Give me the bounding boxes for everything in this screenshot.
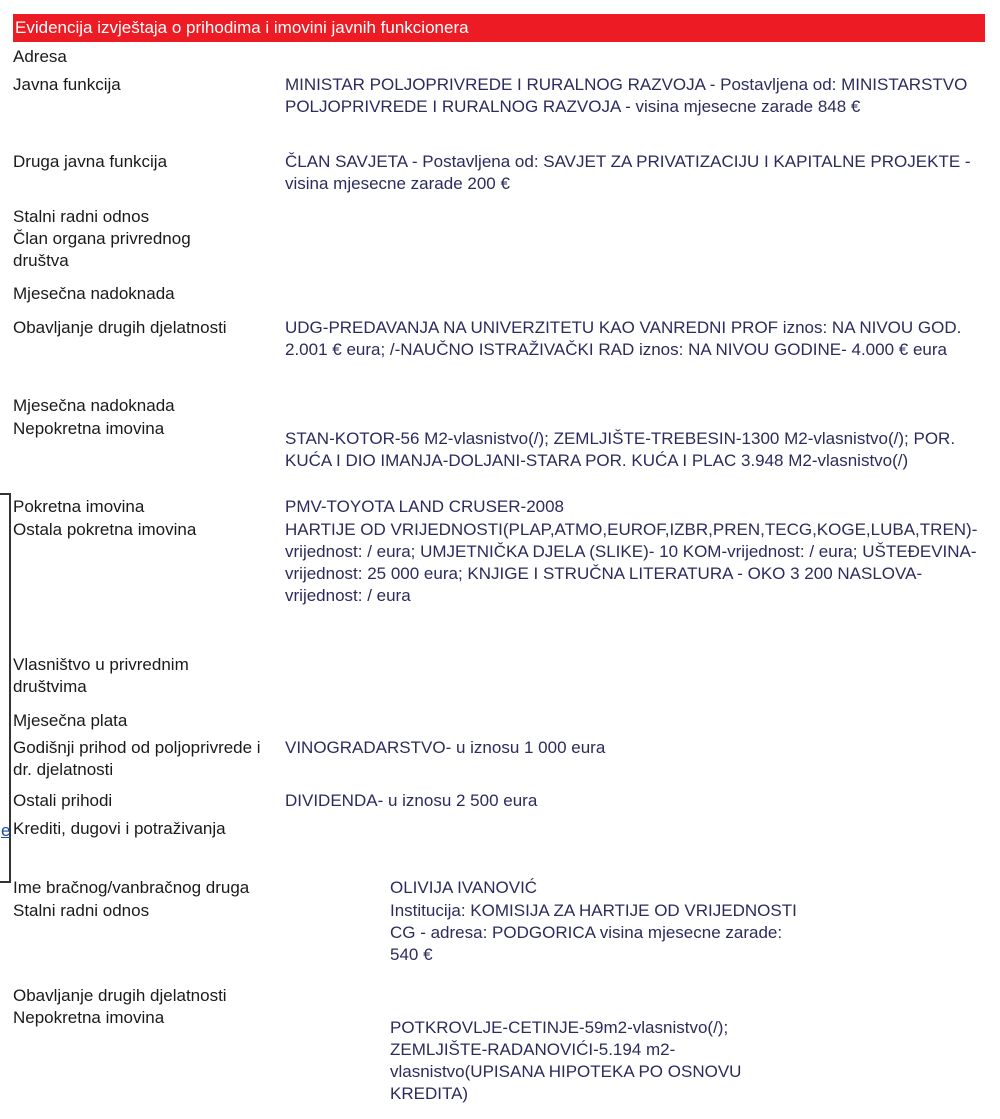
field-label: Obavljanje drugih djelatnosti <box>13 986 227 1005</box>
field-value: STAN-KOTOR-56 M2-vlasnistvo(/); ZEMLJIŠTE-TREBESIN-1300 M2-vlasnistvo(/); POR. KUĆA I DIO IMANJA-DOLJANI-STARA POR. KUĆA I PLAC 3.948 M2-vlasnistvo(/) <box>285 429 956 470</box>
field-label: Mjesečna nadoknada <box>13 284 175 303</box>
field-label: Mjesečna plata <box>13 711 128 730</box>
side-link[interactable]: e <box>1 821 11 840</box>
field-value: MINISTAR POLJOPRIVREDE I RURALNOG RAZVOJA - Postavljena od: MINISTARSTVO POLJOPRIVREDE I RURALNOG RAZVOJA - visina mjesecne zarade 848 € <box>285 75 968 116</box>
field-label: Vlasništvo u privrednim društvima <box>13 655 189 696</box>
page-header <box>13 14 985 42</box>
field-value: ČLAN SAVJETA - Postavljena od: SAVJET ZA PRIVATIZACIJU I KAPITALNE PROJEKTE - visina mjesecne zarade 200 € <box>285 152 971 193</box>
field-label: Druga javna funkcija <box>13 152 168 171</box>
field-label: Nepokretna imovina <box>13 1008 165 1027</box>
field-value: Institucija: KOMISIJA ZA HARTIJE OD VRIJEDNOSTI CG - adresa: PODGORICA visina mjesecne zarade: 540 € <box>390 901 797 964</box>
field-label: Javna funkcija <box>13 75 121 94</box>
field-label: Mjesečna nadoknada <box>13 396 175 415</box>
field-label: Godišnji prihod od poljoprivrede i dr. djelatnosti <box>13 738 261 779</box>
page-title: Evidencija izvještaja o prihodima i imovini javnih funkcionera <box>15 18 469 37</box>
field-label: Stalni radni odnos <box>13 207 150 226</box>
field-label: Ostali prihodi <box>13 791 113 810</box>
field-value: HARTIJE OD VRIJEDNOSTI(PLAP,ATMO,EUROF,IZBR,PREN,TECG,KOGE,LUBA,TREN)-vrijednost: / eura; UMJETNIČKA DJELA (SLIKE)- 10 KOM-vrijednost: / eura; UŠTEĐEVINA-vrijednost: 25 000 eura; KNJIGE I STRUČNA LITERATURA - OKO 3 200 NASLOVA-vrijednost: / eura <box>285 520 978 605</box>
field-label: Ime bračnog/vanbračnog druga <box>13 878 250 897</box>
field-label: Adresa <box>13 47 67 66</box>
field-label: Član organa privrednog društva <box>13 229 191 270</box>
field-label: Stalni radni odnos <box>13 901 150 920</box>
field-value: PMV-TOYOTA LAND CRUSER-2008 <box>285 497 565 516</box>
field-label: Ostala pokretna imovina <box>13 520 197 539</box>
field-label: Obavljanje drugih djelatnosti <box>13 318 227 337</box>
field-value: OLIVIJA IVANOVIĆ <box>390 878 538 897</box>
field-value: POTKROVLJE-CETINJE-59m2-vlasnistvo(/); ZEMLJIŠTE-RADANOVIĆI-5.194 m2-vlasnistvo(UPISANA HIPOTEKA PO OSNOVU KREDITA) <box>390 1018 742 1103</box>
field-value: DIVIDENDA- u iznosu 2 500 eura <box>285 791 538 810</box>
field-value: UDG-PREDAVANJA NA UNIVERZITETU KAO VANREDNI PROF iznos: NA NIVOU GOD. 2.001 € eura; /-NAUČNO ISTRAŽIVAČKI RAD iznos: NA NIVOU GODINE- 4.000 € eura <box>285 318 962 359</box>
section-bracket-bottom <box>0 881 10 883</box>
field-value: VINOGRADARSTVO- u iznosu 1 000 eura <box>285 738 606 757</box>
field-label: Nepokretna imovina <box>13 419 165 438</box>
field-label: Pokretna imovina <box>13 497 145 516</box>
field-label: Krediti, dugovi i potraživanja <box>13 819 226 838</box>
section-bracket-top <box>0 493 10 495</box>
